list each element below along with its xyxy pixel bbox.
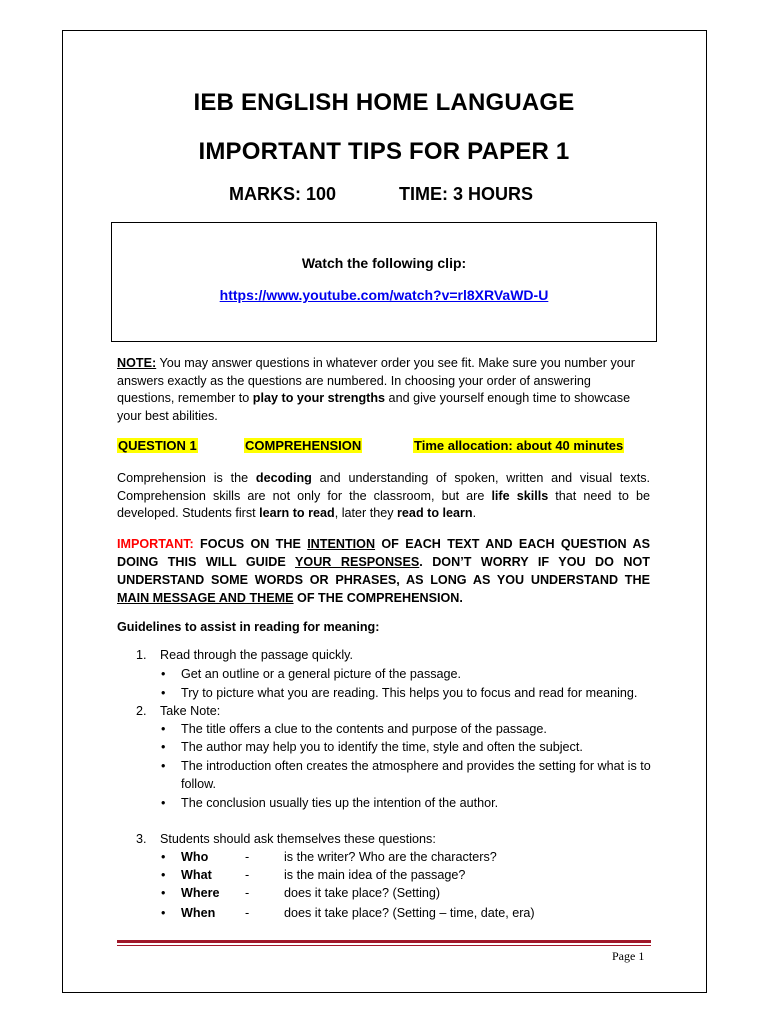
question1-number: QUESTION 1 — [118, 438, 197, 453]
list-item-text: Students should ask themselves these questions: — [160, 832, 436, 846]
comprehension-paragraph — [117, 470, 650, 523]
question-dash: - — [245, 886, 250, 900]
list-item-text: Read through the passage quickly. — [160, 648, 353, 662]
important-text-1: FOCUS ON THE — [193, 537, 308, 551]
question-keyword: When — [181, 906, 216, 920]
question-description: does it take place? (Setting – time, date, era) — [284, 906, 535, 920]
comp-text-2: and understanding of spoken, written and visual texts. Comprehension skills are not only for the classroom, but are — [117, 471, 650, 503]
question1-name: COMPREHENSION — [245, 438, 362, 453]
guidelines-heading: Guidelines to assist in reading for meaning: — [117, 620, 380, 634]
important-underline-2: YOUR RESPONSES — [295, 555, 420, 569]
comp-text-3: that need to be developed. Students first — [117, 488, 651, 520]
bullet-text: The conclusion usually ties up the intention of the author. — [181, 796, 499, 810]
list-number: 3. — [136, 832, 147, 846]
bullet-text: The author may help you to identify the time, style and often the subject. — [181, 740, 583, 754]
footer-rule-thin — [117, 945, 651, 946]
question-description: does it take place? (Setting) — [284, 886, 441, 900]
comp-bold-3: learn to read — [259, 506, 335, 520]
footer-rule-thick — [117, 940, 651, 943]
note-paragraph — [117, 355, 650, 425]
important-underline-1: INTENTION — [307, 537, 376, 551]
question-dash: - — [245, 906, 250, 920]
comp-bold-1: decoding — [255, 471, 312, 485]
bullet-icon: • — [161, 906, 166, 920]
marks-label: MARKS: 100 — [229, 184, 337, 204]
important-paragraph — [117, 535, 650, 607]
comp-bold-2: life skills — [491, 488, 549, 503]
document-title: IEB ENGLISH HOME LANGUAGE — [193, 89, 575, 116]
bullet-text: Try to picture what you are reading. This helps you to focus and read for meaning. — [181, 686, 638, 700]
important-text-2: OF EACH TEXT AND EACH QUESTION AS DOING THIS WILL GUIDE — [117, 537, 651, 569]
question-keyword: Where — [181, 886, 220, 900]
note-bold: play to your strengths — [252, 391, 386, 405]
list-item-text: Take Note: — [160, 704, 221, 718]
document-subtitle: IMPORTANT TIPS FOR PAPER 1 — [198, 138, 570, 165]
bullet-icon: • — [161, 850, 166, 864]
comp-text-1: Comprehension is the — [117, 471, 256, 485]
list-number: 1. — [136, 648, 147, 662]
list-number: 2. — [136, 704, 147, 718]
important-text-3: . DON’T WORRY IF YOU DO NOT UNDERSTAND SOME WORDS OR PHRASES, AS LONG AS YOU UNDERSTAND THE — [117, 555, 650, 587]
bullet-icon: • — [161, 886, 166, 900]
question-description: is the writer? Who are the characters? — [284, 850, 497, 864]
comp-text-5: . — [472, 506, 477, 520]
important-label: IMPORTANT: — [117, 537, 194, 551]
note-text-2: and give yourself enough time to showcase your best abilities. — [117, 391, 631, 423]
question-dash: - — [245, 850, 250, 864]
comp-bold-4: read to learn — [397, 506, 473, 520]
bullet-icon: • — [161, 796, 166, 810]
bullet-icon: • — [161, 686, 166, 700]
bullet-text: Get an outline or a general picture of the passage. — [181, 667, 462, 681]
important-underline-3: MAIN MESSAGE AND THEME — [117, 591, 294, 605]
bullet-icon: • — [161, 759, 166, 773]
important-text-4: OF THE COMPREHENSION. — [293, 591, 463, 605]
time-label: TIME: 3 HOURS — [399, 184, 534, 204]
clip-label: Watch the following clip: — [301, 255, 467, 271]
comp-text-4: , later they — [334, 506, 398, 520]
question-description: is the main idea of the passage? — [284, 868, 466, 882]
question1-header — [117, 438, 657, 456]
bullet-text: The introduction often creates the atmosphere and provides the setting for what is to follow. — [181, 759, 651, 791]
bullet-icon: • — [161, 868, 166, 882]
question1-time: Time allocation: about 40 minutes — [414, 438, 624, 453]
question-keyword: Who — [181, 850, 209, 864]
note-text-1: You may answer questions in whatever order you see fit. Make sure you number your answers exactly as the questions are numbered. In choosing your order of answering questions, remember to — [117, 356, 636, 405]
clip-link[interactable]: https://www.youtube.com/watch?v=rl8XRVaWD-U — [219, 287, 549, 303]
page-number: Page 1 — [612, 949, 645, 963]
bullet-icon: • — [161, 722, 166, 736]
bullet-text: The title offers a clue to the contents and purpose of the passage. — [181, 722, 547, 736]
question-keyword: What — [181, 868, 212, 882]
note-label: NOTE: — [117, 356, 157, 370]
bullet-icon: • — [161, 667, 166, 681]
clip-box — [111, 222, 657, 342]
question-dash: - — [245, 868, 250, 882]
bullet-icon: • — [161, 740, 166, 754]
